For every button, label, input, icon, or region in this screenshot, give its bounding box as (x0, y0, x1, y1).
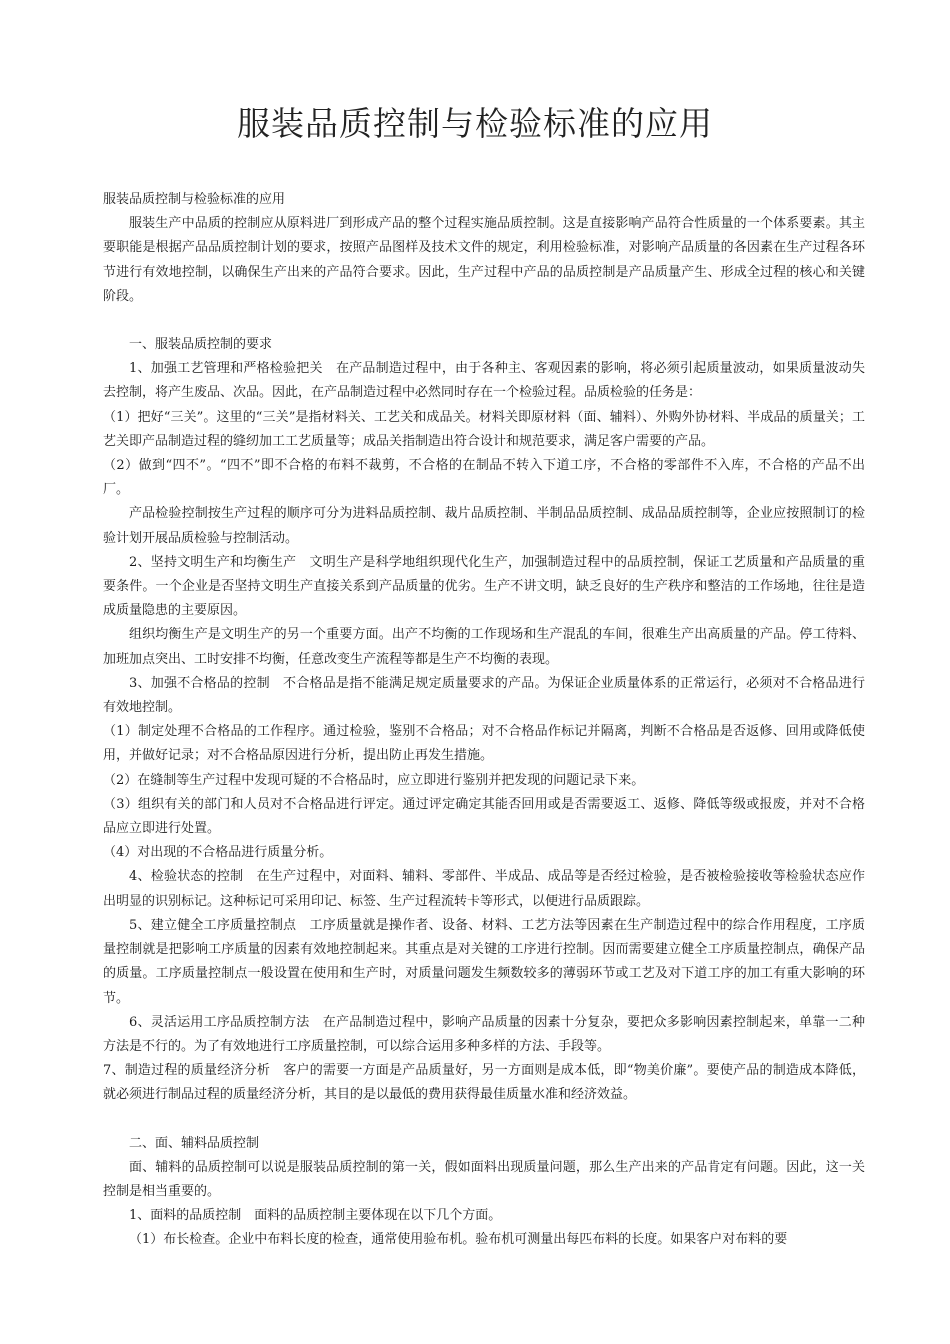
paragraph: （4）对出现的不合格品进行质量分析。 (103, 845, 333, 861)
paragraph-spacer (103, 309, 865, 333)
paragraph: 4、检验状态的控制 在生产过程中，对面料、辅料、零部件、半成品、成品等是否经过检验，是否被检验接收等检验状态应作出明显的识别标记。这种标记可采用印记、标签、生产过程流转卡等形式，以便进行品质跟踪。 (103, 869, 865, 909)
paragraph: 二、面、辅料品质控制 (129, 1135, 260, 1151)
document-body (103, 188, 865, 1253)
paragraph: 2、坚持文明生产和均衡生产 文明生产是科学地组织现代化生产，加强制造过程中的品质控制，保证工艺质量和产品质量的重要条件。一个企业是否坚持文明生产直接关系到产品质量的优劣。生产不讲文明，缺乏良好的生产秩序和整洁的工作场地，往往是造成质量隐患的主要原因。 (103, 554, 865, 619)
paragraph: （3）组织有关的部门和人员对不合格品进行评定。通过评定确定其能否回用或是否需要返工、返修、降低等级或报废，并对不合格品应立即进行处置。 (103, 796, 865, 837)
paragraph: 一、服装品质控制的要求 (129, 337, 273, 353)
paragraph: （1）制定处理不合格品的工作程序。通过检验，鉴别不合格品；对不合格品作标记并隔离，判断不合格品是否返修、回用或降低使用，并做好记录；对不合格品原因进行分析，提出防止再发生措施。 (103, 724, 865, 764)
paragraph: （1）把好“三关”。这里的“三关”是指材料关、工艺关和成品关。材料关即原材料（面、辅料）、外购外协材料、半成品的质量关；工艺关即产品制造过程的缝纫加工工艺质量等；成品关指制造出符合设计和规范要求，满足客户需要的产品。 (103, 409, 865, 449)
document-title: 服装品质控制与检验标准的应用 (237, 104, 713, 143)
paragraph: 5、建立健全工序质量控制点 工序质量就是操作者、设备、材料、工艺方法等因素在生产制造过程中的综合作用程度，工序质量控制就是把影响工序质量的因素有效地控制起来。其重点是对关键的工序进行控制。因而需要建立健全工序质量控制点，确保产品的质量。工序质量控制点一般设置在使用和生产时，对质量问题发生频数较多的薄弱环节或工艺及对下道工序的加工有重大影响的环节。 (103, 917, 865, 1006)
paragraph: 面、辅料的品质控制可以说是服装品质控制的第一关，假如面料出现质量问题，那么生产出来的产品肯定有问题。因此，这一关控制是相当重要的。 (103, 1159, 865, 1199)
paragraph: 产品检验控制按生产过程的顺序可分为进料品质控制、裁片品质控制、半制品品质控制、成品品质控制等，企业应按照制订的检验计划开展品质检验与控制活动。 (103, 506, 865, 546)
paragraph: 1、面料的品质控制 面料的品质控制主要体现在以下几个方面。 (129, 1208, 502, 1224)
paragraph: （2）做到“四不”。“四不”即不合格的布料不裁剪，不合格的在制品不转入下道工序，不合格的零部件不入库，不合格的产品不出厂。 (103, 458, 865, 498)
paragraph: （2）在缝制等生产过程中发现可疑的不合格品时，应立即进行鉴别并把发现的问题记录下来。 (103, 772, 645, 788)
paragraph: 7、制造过程的质量经济分析 客户的需要一方面是产品质量好，另一方面则是成本低，即“物美价廉”。要使产品的制造成本降低，就必须进行制品过程的质量经济分析，其目的是以最低的费用获得最佳质量水准和经济效益。 (103, 1063, 865, 1103)
paragraph-spacer (103, 1108, 865, 1132)
paragraph: （1）布长检查。企业中布料长度的检查，通常使用验布机。验布机可测量出每匹布料的长度。如果客户对布料的要 (129, 1232, 788, 1248)
paragraph: 3、加强不合格品的控制 不合格品是指不能满足规定质量要求的产品。为保证企业质量体系的正常运行，必须对不合格品进行有效地控制。 (103, 675, 865, 716)
paragraph: 1、加强工艺管理和严格检验把关 在产品制造过程中，由于各种主、客观因素的影响，将必须引起质量波动，如果质量波动失去控制，将产生废品、次品。因此，在产品制造过程中必然同时存在一个检验过程。品质检验的任务是： (103, 361, 865, 401)
paragraph: 服装品质控制与检验标准的应用 (103, 192, 286, 207)
paragraph: 6、灵活运用工序品质控制方法 在产品制造过程中，影响产品质量的因素十分复杂，要把众多影响因素控制起来，单靠一二种方法是不行的。为了有效地进行工序质量控制，可以综合运用多种多样的方法、手段等。 (103, 1014, 865, 1054)
paragraph: 服装生产中品质的控制应从原料进厂到形成产品的整个过程实施品质控制。这是直接影响产品符合性质量的一个体系要素。其主要职能是根据产品品质控制计划的要求，按照产品图样及技术文件的规定，利用检验标准，对影响产品质量的各因素在生产过程各环节进行有效地控制，以确保生产出来的产品符合要求。因此，生产过程中产品的品质控制是产品质量产生、形成全过程的核心和关键阶段。 (103, 216, 865, 304)
paragraph: 组织均衡生产是文明生产的另一个重要方面。出产不均衡的工作现场和生产混乱的车间，很难生产出高质量的产品。停工待料、加班加点突出、工时安排不均衡，任意改变生产流程等都是生产不均衡的表现。 (103, 627, 865, 667)
